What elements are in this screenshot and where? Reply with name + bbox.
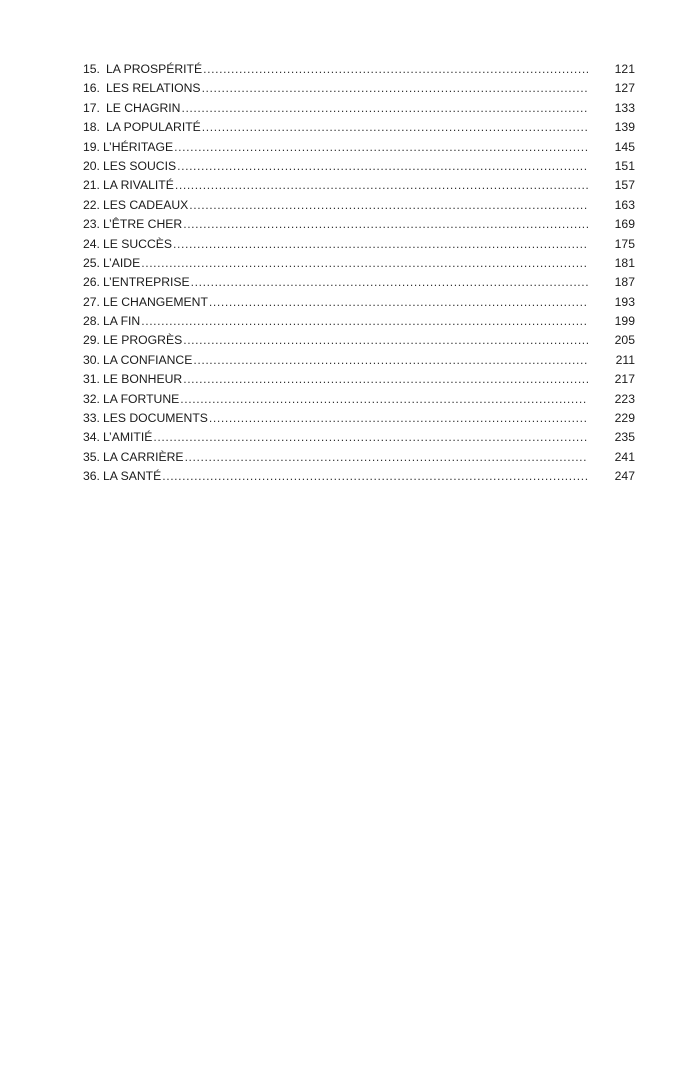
- toc-entry-title: LA CARRIÈRE: [102, 449, 184, 464]
- dot-leader: [185, 448, 588, 467]
- toc-entry-title: LA FORTUNE: [102, 391, 180, 406]
- toc-entry[interactable]: [83, 370, 635, 389]
- toc-entry-number: 15.: [83, 62, 100, 76]
- toc-entry-title: L’HÉRITAGE: [102, 139, 174, 154]
- toc-entry-page-number: 133: [614, 100, 635, 115]
- dot-leader: [203, 60, 588, 79]
- toc-entry-number: 33.: [83, 411, 100, 426]
- toc-entry-title: LE BONHEUR: [102, 372, 183, 387]
- toc-entry-title: LE CHANGEMENT: [102, 294, 208, 309]
- toc-entry[interactable]: [83, 467, 635, 486]
- toc-entry[interactable]: [83, 235, 635, 254]
- toc-entry-title: L’AIDE: [102, 255, 141, 270]
- toc-entry-page-number: 175: [614, 236, 635, 251]
- dot-leader: [175, 176, 588, 195]
- dot-leader: [202, 79, 588, 98]
- toc-entry-title: LA POPULARITÉ: [105, 120, 201, 135]
- toc-entry-label: [83, 409, 588, 428]
- toc-entry-page-number: 211: [615, 352, 635, 367]
- dot-leader: [183, 215, 588, 234]
- toc-entry-number: 21.: [83, 178, 100, 193]
- toc-entry[interactable]: [83, 409, 635, 428]
- toc-entry-page-number: 145: [614, 139, 635, 154]
- toc-entry-number: 18.: [83, 120, 100, 135]
- toc-entry-page-number: 139: [614, 120, 635, 135]
- toc-entry-label: [83, 176, 588, 195]
- toc-entry-title: LE PROGRÈS: [102, 333, 183, 348]
- toc-entry[interactable]: [83, 60, 635, 79]
- toc-entry-page-number: 229: [614, 411, 635, 426]
- toc-entry-label: [83, 448, 588, 467]
- dot-leader: [193, 351, 588, 370]
- toc-entry-number: 34.: [83, 430, 100, 445]
- toc-entry-title: LA RIVALITÉ: [102, 178, 174, 193]
- toc-entry-label: [83, 235, 588, 254]
- dot-leader: [180, 390, 588, 409]
- toc-entry[interactable]: [83, 138, 635, 157]
- toc-entry-page-number: 169: [614, 217, 635, 232]
- dot-leader: [202, 118, 588, 137]
- dot-leader: [183, 331, 588, 350]
- dot-leader: [162, 467, 588, 486]
- toc-entry-label: [83, 157, 588, 176]
- toc-entry[interactable]: [83, 293, 635, 312]
- dot-leader: [191, 273, 588, 292]
- toc-entry-label: [83, 99, 588, 118]
- toc-entry-number: 24.: [83, 236, 100, 251]
- toc-entry-page-number: 121: [614, 62, 635, 76]
- toc-entry-number: 35.: [83, 449, 100, 464]
- toc-entry-title: LA FIN: [102, 314, 141, 329]
- toc-entry-page-number: 223: [614, 391, 635, 406]
- toc-entry-number: 20.: [83, 158, 100, 173]
- dot-leader: [181, 99, 588, 118]
- toc-entry-number: 23.: [83, 217, 100, 232]
- dot-leader: [177, 157, 588, 176]
- dot-leader: [209, 293, 588, 312]
- toc-entry-title: L’ÊTRE CHER: [102, 217, 183, 232]
- toc-entry-label: [83, 138, 588, 157]
- toc-entry-number: 27.: [83, 294, 100, 309]
- toc-entry[interactable]: [83, 176, 635, 195]
- toc-entry-page-number: 127: [614, 81, 635, 96]
- toc-entry-page-number: 247: [614, 469, 635, 484]
- toc-entry-label: [83, 312, 588, 331]
- toc-entry-title: L’ENTREPRISE: [102, 275, 190, 290]
- toc-entry-number: 25.: [83, 255, 100, 270]
- toc-entry-label: [83, 351, 588, 370]
- toc-entry[interactable]: [83, 390, 635, 409]
- toc-entry-label: [83, 390, 588, 409]
- toc-entry-label: [83, 196, 588, 215]
- toc-entry-label: [83, 215, 588, 234]
- toc-entry-number: 30.: [83, 352, 100, 367]
- toc-entry-number: 22.: [83, 197, 100, 212]
- toc-entry-page-number: 217: [614, 372, 635, 387]
- toc-entry[interactable]: [83, 157, 635, 176]
- toc-entry-number: 28.: [83, 314, 100, 329]
- toc-entry[interactable]: [83, 312, 635, 331]
- dot-leader: [209, 409, 588, 428]
- toc-entry-number: 29.: [83, 333, 100, 348]
- dot-leader: [141, 254, 588, 273]
- toc-entry-page-number: 199: [614, 314, 635, 329]
- toc-entry-label: [83, 428, 588, 447]
- toc-entry[interactable]: [83, 118, 635, 137]
- toc-entry-number: 32.: [83, 391, 100, 406]
- toc-entry-label: [83, 60, 588, 79]
- toc-entry[interactable]: [83, 215, 635, 234]
- toc-entry[interactable]: [83, 273, 635, 292]
- dot-leader: [153, 428, 588, 447]
- toc-entry-label: [83, 273, 588, 292]
- toc-entry-label: [83, 331, 588, 350]
- toc-entry-number: 36.: [83, 469, 100, 484]
- toc-entry-title: LES CADEAUX: [102, 197, 189, 212]
- toc-entry-title: LA CONFIANCE: [102, 352, 193, 367]
- toc-entry-label: [83, 467, 588, 486]
- toc-entry-page-number: 187: [614, 275, 635, 290]
- toc-entry[interactable]: [83, 428, 635, 447]
- dot-leader: [189, 196, 588, 215]
- toc-entry[interactable]: [83, 196, 635, 215]
- toc-entry-number: 26.: [83, 275, 100, 290]
- toc-entry-title: LES DOCUMENTS: [102, 411, 208, 426]
- toc-entry-label: [83, 370, 588, 389]
- toc-entry-number: 17.: [83, 100, 100, 115]
- toc-entry[interactable]: [83, 99, 635, 118]
- toc-entry-title: LES SOUCIS: [102, 158, 177, 173]
- toc-entry-page-number: 157: [614, 178, 635, 193]
- toc-entry-title: LE SUCCÈS: [102, 236, 173, 251]
- toc-entry-page-number: 151: [614, 158, 635, 173]
- dot-leader: [174, 138, 588, 157]
- toc-entry-title: LES RELATIONS: [105, 81, 201, 96]
- toc-entry-number: 31.: [83, 372, 100, 387]
- toc-entry-title: LE CHAGRIN: [105, 100, 181, 115]
- toc-entry-label: [83, 118, 588, 137]
- toc-entry[interactable]: [83, 79, 635, 98]
- table-of-contents: [83, 60, 635, 487]
- toc-entry-label: [83, 293, 588, 312]
- toc-entry-number: 19.: [83, 139, 100, 154]
- toc-entry-title: L’AMITIÉ: [102, 430, 153, 445]
- toc-entry-page-number: 193: [614, 294, 635, 309]
- toc-entry[interactable]: [83, 351, 635, 370]
- dot-leader: [173, 235, 588, 254]
- toc-entry-label: [83, 254, 588, 273]
- toc-entry-page-number: 205: [614, 333, 635, 348]
- toc-entry-title: LA SANTÉ: [102, 469, 162, 484]
- toc-entry-title: LA PROSPÉRITÉ: [105, 62, 203, 76]
- toc-entry-page-number: 241: [614, 449, 635, 464]
- toc-entry-number: 16.: [83, 81, 100, 96]
- toc-entry-page-number: 181: [614, 255, 635, 270]
- toc-entry-label: [83, 79, 588, 98]
- toc-entry[interactable]: [83, 448, 635, 467]
- toc-entry[interactable]: [83, 254, 635, 273]
- dot-leader: [141, 312, 588, 331]
- toc-entry-page-number: 235: [614, 430, 635, 445]
- dot-leader: [183, 370, 588, 389]
- toc-entry-page-number: 163: [614, 197, 635, 212]
- toc-entry[interactable]: [83, 331, 635, 350]
